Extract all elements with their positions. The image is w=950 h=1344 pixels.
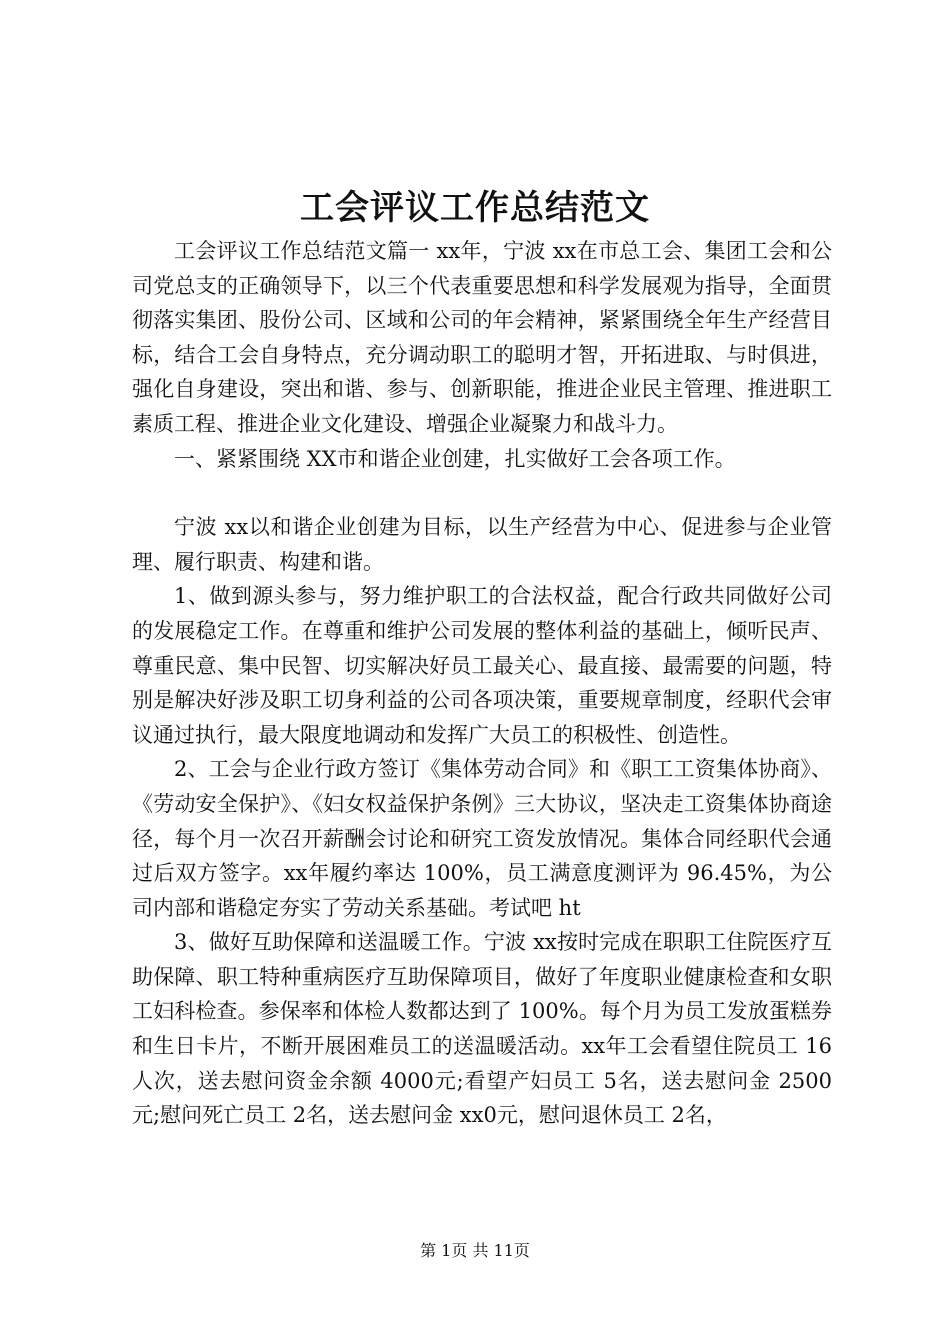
paragraph-intro: 工会评议工作总结范文篇一 xx年，宁波 xx在市总工会、集团工会和公司党总支的正确领导下，以三个代表重要思想和科学发展观为指导，全面贯彻落实集团、股份公司、区域和公司的年会精神，紧紧围绕全年生产经营目标，结合工会自身特点，充分调动职工的聪明才智，开拓进取、与时俱进，强化自身建设，突出和谐、参与、创新职能，推进企业民主管理、推进职工素质工程、推进企业文化建设、增强企业凝聚力和战斗力。 [132,239,832,436]
paragraph-item-2: 2、工会与企业行政方签订《集体劳动合同》和《职工工资集体协商》、《劳动安全保护》、《妇女权益保护条例》三大协议，坚决走工资集体协商途径，每个月一次召开薪酬会讨论和研究工资发放情况。集体合同经职代会通过后双方签字。xx年履约率达 100%，员工满意度测评为 96.45%，为公司内部和谐稳定夯实了劳动关系基础。考试吧 ht [132,757,832,920]
paragraph-section-summary: 宁波 xx以和谐企业创建为目标，以生产经营为中心、促进参与企业管理、履行职责、构建和谐。 [132,515,832,574]
paragraph-item-3: 3、做好互助保障和送温暖工作。宁波 xx按时完成在职职工住院医疗互助保障、职工特种重病医疗互助保障项目，做好了年度职业健康检查和女职工妇科检查。参保率和体检人数都达到了 100%。每个月为员工发放蛋糕券和生日卡片，不断开展困难员工的送温暖活动。xx年工会看望住院员工 16人次，送去慰问资金余额 4000元;看望产妇员工 5名，送去慰问金 2500元;慰问死亡员工 2名，送去慰问金 xx0元，慰问退休员工 2名， [132,930,832,1128]
page-number-footer: 第 1页 共 11页 [420,1241,530,1260]
document-title: 工会评议工作总结范文 [300,188,650,228]
document-body [132,234,832,1133]
section-heading-1: 一、紧紧围绕 XX市和谐企业创建，扎实做好工会各项工作。 [174,446,736,471]
paragraph-item-1: 1、做到源头参与，努力维护职工的合法权益，配合行政共同做好公司的发展稳定工作。在尊重和维护公司发展的整体利益的基础上，倾听民声、尊重民意、集中民智、切实解决好员工最关心、最直接、最需要的问题，特别是解决好涉及职工切身利益的公司各项决策，重要规章制度，经职代会审议通过执行，最大限度地调动和发挥广大员工的积极性、创造性。 [132,584,832,747]
blank-line [132,476,832,510]
